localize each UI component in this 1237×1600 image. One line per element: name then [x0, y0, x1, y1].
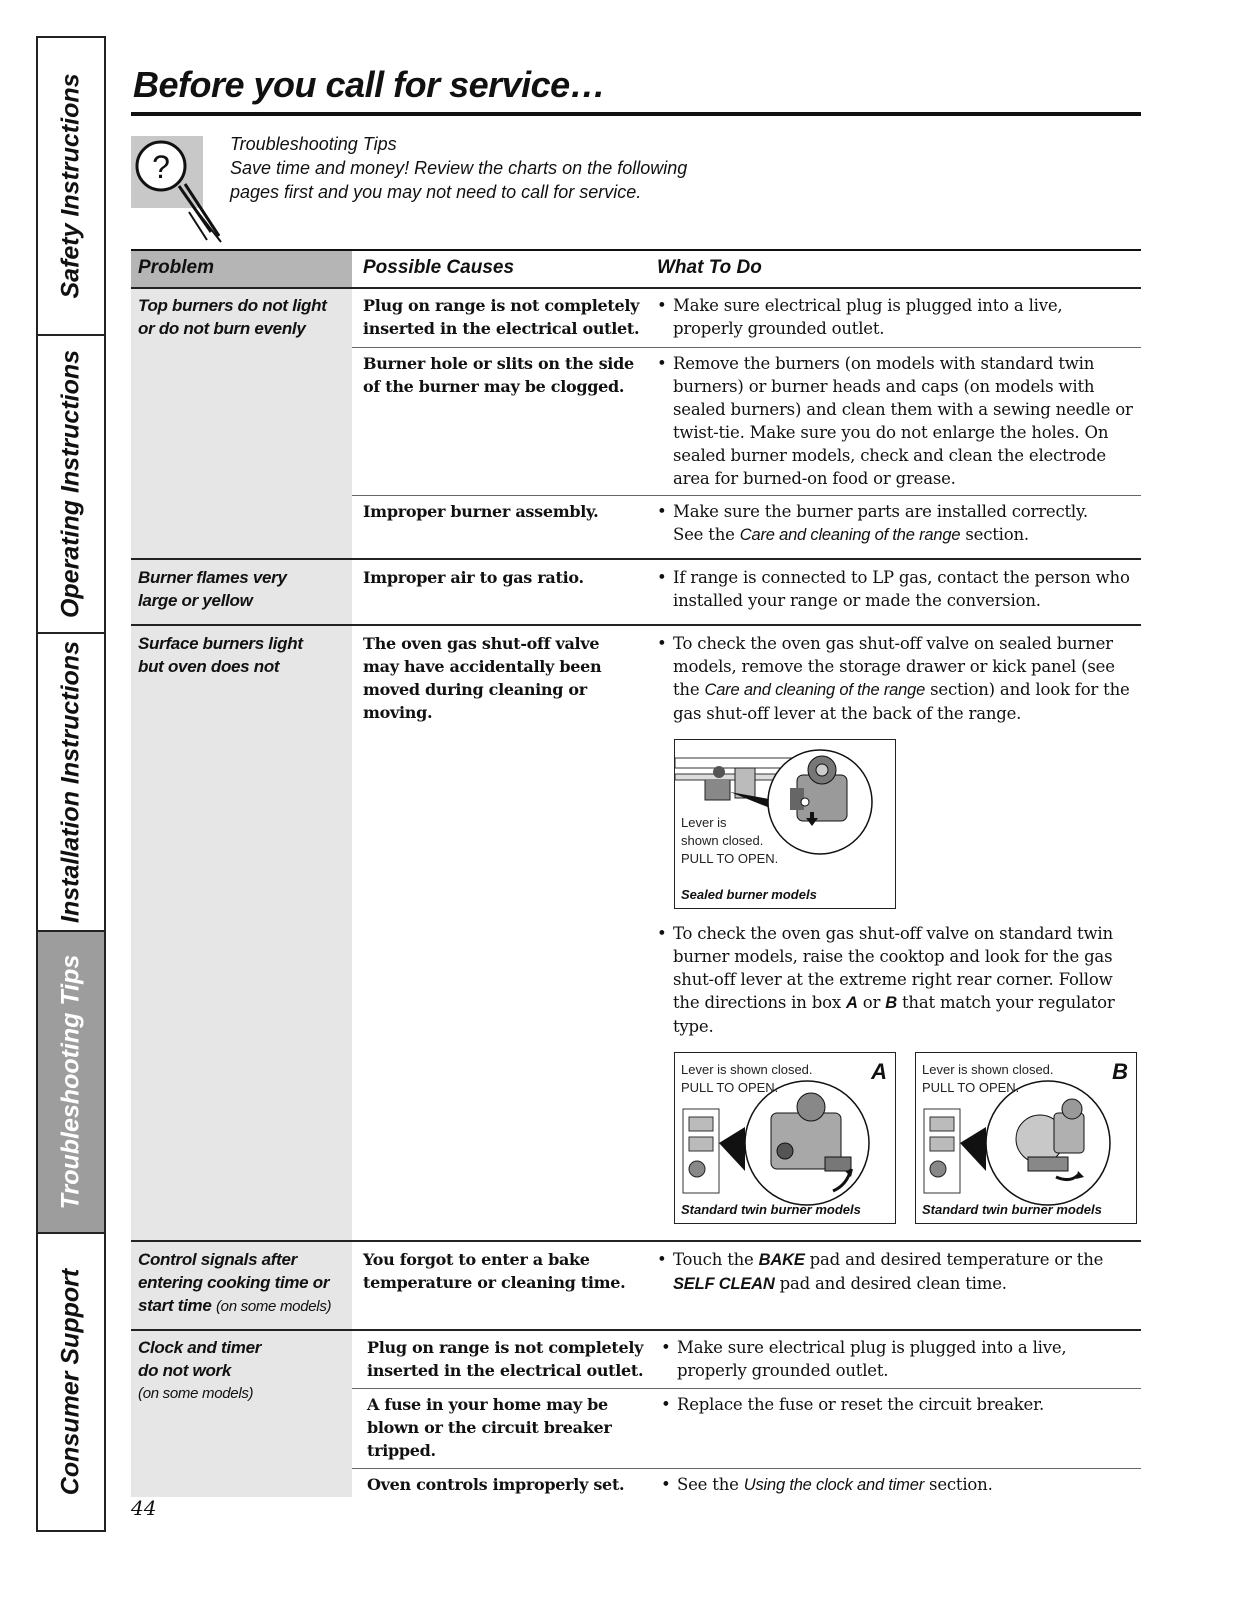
problem-line: but oven does not — [138, 657, 280, 676]
problem-note: (on some models) — [215, 1298, 332, 1315]
todo-plug — [657, 294, 1135, 340]
todo-text: Remove the burners (on models with standard twin burners) or burner heads and caps (on models with sealed burners) and clean them with a sewing needle or twist-tie. Make sure you do not enlarge the holes. On sealed burner models, check and clean the electrode area for burned-on food or grease. — [673, 354, 1133, 488]
cause-plug: Plug on range is not completely inserted in the electrical outlet. — [363, 296, 640, 338]
tab-safety-instructions[interactable] — [38, 38, 104, 336]
tab-operating-instructions[interactable] — [38, 336, 104, 634]
note-line: shown closed. — [681, 833, 764, 848]
todo-standard-twin — [657, 922, 1135, 1038]
cause-controls-set: Oven controls improperly set. — [367, 1475, 625, 1494]
header-problem: Problem — [138, 257, 215, 278]
todo-text: If range is connected to LP gas, contact the person who installed your range or made the conversion. — [673, 568, 1130, 610]
box-a-ref: A — [845, 994, 858, 1012]
section-reference: Using the clock and timer — [743, 1476, 924, 1494]
tab-label: Troubleshooting Tips — [56, 954, 85, 1210]
note-line: PULL TO OPEN. — [681, 851, 779, 866]
todo-part: that match your regulator type. — [673, 993, 1115, 1036]
todo-part: section. — [929, 1475, 993, 1494]
todo-air-gas — [657, 566, 1135, 612]
tips-text — [230, 132, 687, 204]
bullet: • — [657, 502, 667, 521]
cause-clogged: Burner hole or slits on the side of the burner may be clogged. — [363, 354, 634, 396]
todo-text — [673, 1248, 1135, 1296]
problem-line: do not work — [138, 1361, 232, 1380]
problem-line: Burner flames very — [138, 568, 287, 587]
todo-part: pad and desired temperature or the — [809, 1250, 1104, 1269]
bullet: • — [657, 1250, 667, 1269]
problem-clock-timer — [138, 1336, 348, 1405]
tab-label: Safety Instructions — [56, 73, 85, 299]
standard-twin-figure-b — [915, 1052, 1137, 1224]
todo-text — [673, 922, 1135, 1038]
cause-plug-clock: Plug on range is not completely inserted in the electrical outlet. — [367, 1338, 644, 1380]
todo-part: To check the oven gas shut-off valve on sealed burner models, remove the storage drawer or kick panel (see the — [673, 634, 1115, 699]
todo-part: pad and desired clean time. — [779, 1274, 1007, 1293]
todo-plug-clock — [661, 1336, 1139, 1382]
row-rule — [352, 1388, 1141, 1389]
tab-consumer-support[interactable] — [38, 1234, 104, 1530]
todo-part: section) and look for the gas shut-off lever at the back of the range. — [673, 680, 1130, 723]
figure-caption: Standard twin burner models — [681, 1202, 861, 1217]
todo-text — [677, 1473, 1139, 1497]
page-title: Before you call for service… — [133, 64, 606, 105]
tab-label: Installation Instructions — [56, 641, 85, 923]
box-b-ref: B — [885, 994, 897, 1012]
row-rule — [131, 1240, 1141, 1242]
problem-line: or do not burn evenly — [138, 319, 306, 338]
tab-label: Operating Instructions — [56, 349, 85, 619]
todo-part: See the — [677, 1475, 739, 1494]
page-number: 44 — [131, 1496, 157, 1520]
row-rule — [131, 1329, 1141, 1331]
bake-pad-ref: BAKE — [758, 1251, 805, 1269]
tab-installation-instructions[interactable] — [38, 634, 104, 932]
todo-controls-set — [661, 1473, 1139, 1497]
row-rule — [352, 347, 1141, 348]
sealed-burner-figure — [674, 739, 896, 909]
note-line: Lever is — [681, 815, 727, 830]
todo-clogged — [657, 352, 1135, 490]
box-letter-b: B — [1112, 1059, 1128, 1084]
box-letter-a: A — [871, 1059, 887, 1084]
svg-text:?: ? — [152, 149, 170, 185]
todo-forgot-enter — [657, 1248, 1135, 1296]
note-line: PULL TO OPEN. — [681, 1080, 779, 1095]
bullet: • — [657, 354, 667, 373]
problem-line: Surface burners light — [138, 634, 303, 653]
bullet: • — [657, 296, 667, 315]
self-clean-pad-ref: SELF CLEAN — [673, 1275, 775, 1293]
bullet: • — [657, 568, 667, 587]
todo-part: Make sure the burner parts are installed correctly. — [673, 502, 1088, 521]
cause-fuse: A fuse in your home may be blown or the circuit breaker tripped. — [367, 1395, 612, 1460]
tab-troubleshooting-tips[interactable] — [38, 932, 104, 1234]
row-rule — [352, 1468, 1141, 1469]
figure-note — [922, 1061, 1054, 1097]
figure-note — [681, 1061, 813, 1097]
tab-label: Consumer Support — [56, 1268, 85, 1496]
tips-heading: Troubleshooting Tips — [230, 134, 397, 154]
header-possible-causes: Possible Causes — [363, 257, 515, 278]
todo-part: or — [862, 993, 881, 1012]
header-bottom-rule — [131, 287, 1141, 289]
problem-control-signals — [138, 1248, 348, 1318]
note-line: Lever is shown closed. — [681, 1062, 813, 1077]
problem-line: Clock and timer — [138, 1338, 262, 1357]
bullet: • — [657, 924, 667, 943]
problem-text: start time — [138, 1296, 212, 1315]
note-line: Lever is shown closed. — [922, 1062, 1054, 1077]
bullet: • — [661, 1475, 671, 1494]
bullet: • — [661, 1338, 671, 1357]
problem-line: entering cooking time or — [138, 1273, 330, 1292]
todo-text — [673, 500, 1135, 547]
problem-burner-flames — [138, 566, 348, 612]
cause-assembly: Improper burner assembly. — [363, 502, 599, 521]
cause-forgot-enter: You forgot to enter a bake temperature or cleaning time. — [363, 1250, 626, 1292]
problem-line: Top burners do not light — [138, 296, 327, 315]
cause-shutoff-valve: The oven gas shut-off valve may have accidentally been moved during cleaning or moving. — [363, 634, 602, 722]
row-rule — [131, 558, 1141, 560]
header-what-to-do: What To Do — [657, 257, 762, 278]
row-rule — [352, 495, 1141, 496]
todo-part: Touch the — [673, 1250, 754, 1269]
tips-line: Save time and money! Review the charts on the following — [230, 158, 688, 178]
bullet: • — [657, 634, 667, 653]
title-rule — [131, 112, 1141, 116]
problem-line — [138, 1294, 348, 1318]
row-rule — [131, 624, 1141, 626]
problem-line: Control signals after — [138, 1250, 298, 1269]
section-tabs — [36, 36, 106, 1532]
todo-part: To check the oven gas shut-off valve on standard twin burner models, raise the cooktop and look for the gas shut-off lever at the extreme right rear corner. Follow the directions in box — [673, 924, 1113, 1012]
todo-part: section. — [965, 525, 1029, 544]
figure-caption: Sealed burner models — [681, 887, 817, 902]
todo-fuse — [661, 1393, 1139, 1416]
todo-text: Replace the fuse or reset the circuit breaker. — [677, 1395, 1045, 1414]
problem-line: large or yellow — [138, 591, 253, 610]
todo-text: Make sure electrical plug is plugged into a live, properly grounded outlet. — [673, 296, 1063, 338]
todo-assembly — [657, 500, 1135, 547]
figure-note — [681, 814, 778, 868]
todo-part: See the — [673, 525, 735, 544]
note-line: PULL TO OPEN. — [922, 1080, 1020, 1095]
question-magnifier-icon — [131, 136, 227, 244]
problem-top-burners — [138, 294, 348, 340]
figure-caption: Standard twin burner models — [922, 1202, 1102, 1217]
todo-sealed-burner — [657, 632, 1135, 725]
todo-text: Make sure electrical plug is plugged into a live, properly grounded outlet. — [677, 1338, 1067, 1380]
bullet: • — [661, 1395, 671, 1414]
section-reference: Care and cleaning of the range — [704, 681, 926, 699]
standard-twin-figure-a — [674, 1052, 896, 1224]
cause-air-gas: Improper air to gas ratio. — [363, 568, 584, 587]
problem-oven-does-not-light — [138, 632, 348, 678]
tips-line: pages first and you may not need to call for service. — [230, 182, 642, 202]
problem-note: (on some models) — [138, 1385, 254, 1402]
section-reference: Care and cleaning of the range — [739, 526, 961, 544]
todo-text — [673, 632, 1135, 725]
